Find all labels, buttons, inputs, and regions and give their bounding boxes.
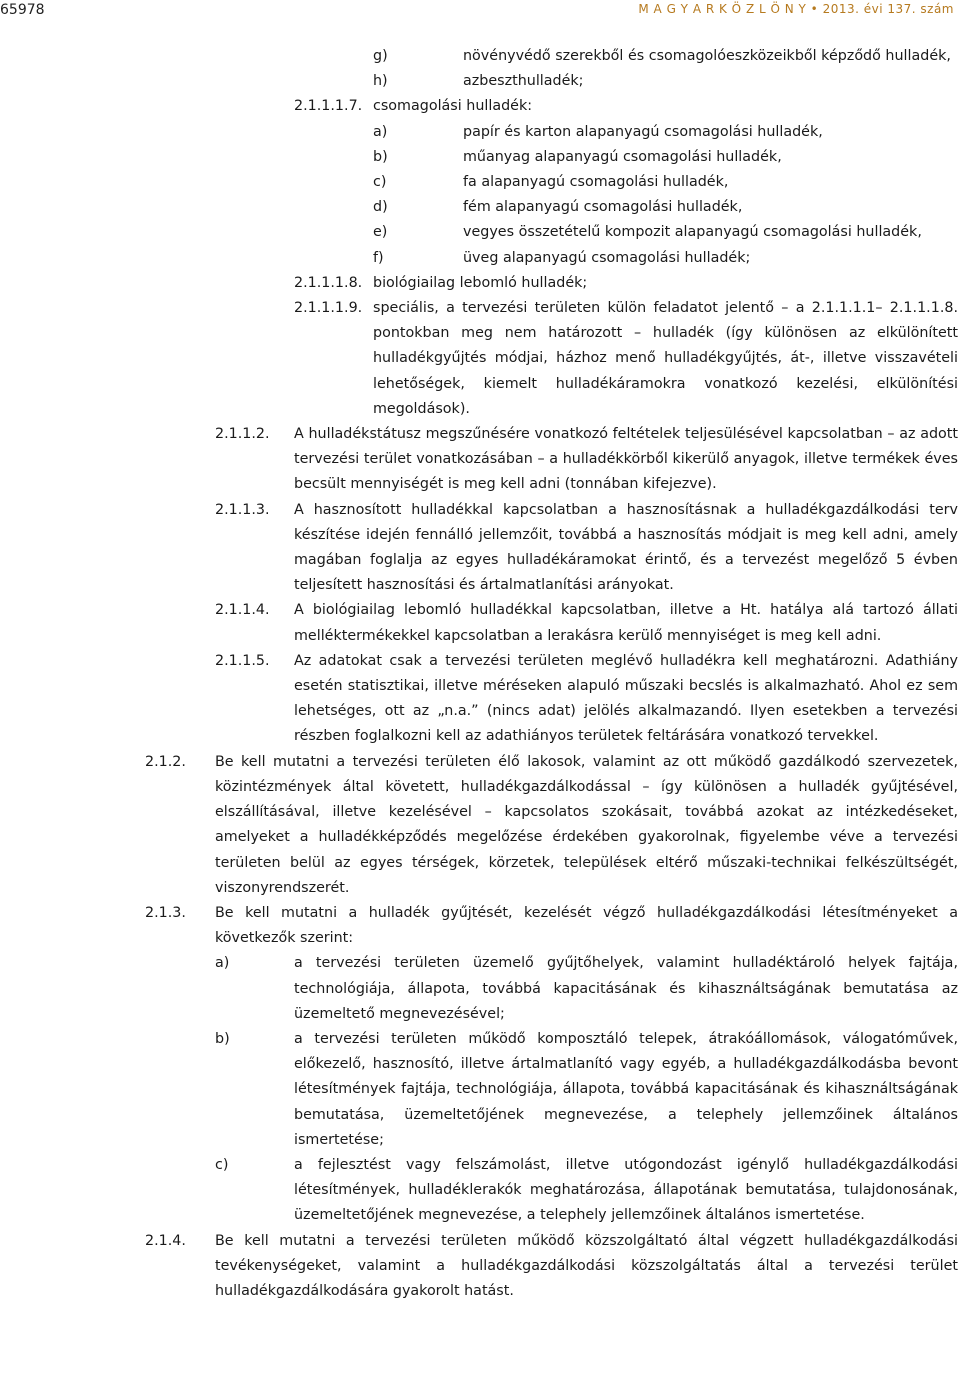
item-number: a) [215, 955, 230, 972]
item-number: c) [215, 1156, 229, 1173]
list-item [0, 271, 958, 296]
list-item [0, 69, 958, 94]
item-number: b) [373, 148, 388, 165]
item-number: 2.1.4. [145, 1232, 186, 1249]
list-item [0, 94, 958, 119]
list-item [0, 120, 958, 145]
item-number: 2.1.1.4. [215, 602, 270, 619]
item-number: 2.1.1.2. [215, 426, 270, 443]
list-item [0, 145, 958, 170]
item-text: növényvédő szerekből és csomagolóeszközeikből képződő hulladék, [463, 48, 951, 64]
item-text: műanyag alapanyagú csomagolási hulladék, [463, 148, 782, 165]
list-item [0, 901, 958, 951]
item-number: 2.1.2. [145, 753, 186, 770]
item-number: b) [215, 1030, 230, 1047]
item-number: 2.1.1.3. [215, 501, 270, 518]
item-text: Be kell mutatni a tervezési területen élő lakosok, valamint az ott működő gazdálkodó szervezetek, közintézmények által követett, hulladékgazdálkodással – így különösen a hulladék gyűjtésével, elszállításával, illetve kezelésével – kapcsolatos szokásait, továbbá azokat az intézkedéseket, amelyeket a hulladékképződés megelőzése érdekében gyakorolnak, figyelembe véve a tervezési területen belül az egyes térségek, körzetek, települések eltérő műszaki-technikai felkészültségét, viszonyrendszerét. [215, 753, 958, 896]
item-text: Az adatokat csak a tervezési területen meglévő hulladékra kell meghatározni. Adathiány esetén statisztikai, illetve méréseken alapuló műszaki becslés is alkalmazható. Ahol ez sem lehetséges, ott az „n.a.” (nincs adat) jelölés alkalmazandó. Ilyen esetekben a tervezési részben foglalkozni kell az adathiányos területek feltárására vonatkozó tervekkel. [294, 652, 958, 745]
item-number: e) [373, 224, 388, 241]
item-text: üveg alapanyagú csomagolási hulladék; [463, 249, 751, 266]
item-number: h) [373, 73, 388, 90]
item-text: A hasznosított hulladékkal kapcsolatban a hasznosításnak a hulladékgazdálkodási terv készítése idején fennálló jellemzőit, továbbá a hasznosítás módjait is meg kell adni, amely magában foglalja az egyes hulladékáramokat érintő, és a tervezést megelőző 5 évben teljesített hasznosítási és ártalmatlanítási arányokat. [294, 501, 958, 594]
item-number: c) [373, 174, 387, 191]
list-item [0, 598, 958, 648]
item-number: 2.1.3. [145, 904, 186, 921]
item-text: a tervezési területen üzemelő gyűjtőhelyek, valamint hulladéktároló helyek fajtája, technológiája, állapota, továbbá kapacitásának és kihasználtságának bemutatása az üzemeltető megnevezésével; [294, 955, 958, 1022]
list-item [0, 170, 958, 195]
item-text: papír és karton alapanyagú csomagolási hulladék, [463, 123, 823, 140]
item-number: 2.1.1.5. [215, 652, 270, 669]
list-item [0, 44, 958, 69]
list-item [0, 1027, 958, 1153]
item-text: speciális, a tervezési területen külön feladatot jelentő – a 2.1.1.1.1– 2.1.1.1.8. pontokban meg nem határozott – hulladék (így különösen az elkülönített hulladékgyűjtés módjai, házhoz menő hulladékgyűjtés, át-, illetve visszavételi lehetőségek, kiemelt hulladékáramokra vonatkozó kezelési, elkülönítési megoldások). [373, 300, 958, 417]
item-text: fém alapanyagú csomagolási hulladék, [463, 199, 743, 216]
item-number: d) [373, 199, 388, 216]
item-number: 2.1.1.1.8. [294, 274, 363, 291]
item-text: A biológiailag lebomló hulladékkal kapcsolatban, illetve a Ht. hatálya alá tartozó állati melléktermékekkel kapcsolatban a lerakásra kerülő mennyiséget is meg kell adni. [294, 602, 958, 644]
list-item [0, 195, 958, 220]
list-item [0, 498, 958, 599]
item-number: 2.1.1.1.7. [294, 98, 363, 115]
item-text: azbeszthulladék; [463, 73, 584, 90]
list-item [0, 422, 958, 498]
item-text: Be kell mutatni a tervezési területen működő közszolgáltató által végzett hulladékgazdálkodási tevékenységeket, valamint a hulladékgazdálkodási közszolgáltatás által a tervezési terület hulladékgazdálkodására gyakorolt hatást. [215, 1232, 958, 1299]
list-item [0, 1229, 958, 1305]
item-text: A hulladékstátusz megszűnésére vonatkozó feltételek teljesülésével kapcsolatban – az adott tervezési terület vonatkozásában – a hulladékkörből kikerülő anyagok, illetve termékek éves becsült mennyiségét is meg kell adni (tonnában kifejezve). [294, 426, 958, 493]
item-number: g) [373, 48, 388, 64]
list-item [0, 296, 958, 422]
item-number: a) [373, 123, 388, 140]
list-item [0, 649, 958, 750]
item-text: Be kell mutatni a hulladék gyűjtését, kezelését végző hulladékgazdálkodási létesítményeket a következők szerint: [215, 904, 958, 947]
list-item [0, 750, 958, 901]
journal-title: M A G Y A R K Ö Z L Ö N Y • 2013. évi 137. szám [638, 2, 954, 16]
list-item [0, 1153, 958, 1229]
item-text: csomagolási hulladék: [373, 98, 533, 115]
item-text: a fejlesztést vagy felszámolást, illetve utógondozást igénylő hulladékgazdálkodási létesítmények, hulladéklerakók meghatározása, állapotának bemutatása, tulajdonosának, üzemeltetőjének megnevezése, a telephely jellemzőinek általános ismertetése. [294, 1156, 958, 1224]
item-text: vegyes összetételű kompozit alapanyagú csomagolási hulladék, [463, 224, 922, 241]
page-number: 65978 [0, 2, 45, 18]
list-item [0, 951, 958, 1027]
item-text: biológiailag lebomló hulladék; [373, 274, 588, 291]
item-number: f) [373, 249, 384, 266]
item-text: a tervezési területen működő komposztáló telepek, átrakóállomások, válogatóművek, előkezelő, hasznosító, illetve ártalmatlanító vagy egyéb, a hulladékgazdálkodásba bevont létesítmények fajtája, technológiája, állapota, továbbá kapacitásának és kihasználtságának bemutatása, üzemeltetőjének megnevezése, a telephely jellemzőinek általános ismertetése; [294, 1030, 958, 1148]
document-body [0, 44, 958, 1304]
item-number: 2.1.1.1.9. [294, 300, 363, 317]
list-item [0, 220, 958, 245]
list-item [0, 246, 958, 271]
item-text: fa alapanyagú csomagolási hulladék, [463, 174, 729, 191]
